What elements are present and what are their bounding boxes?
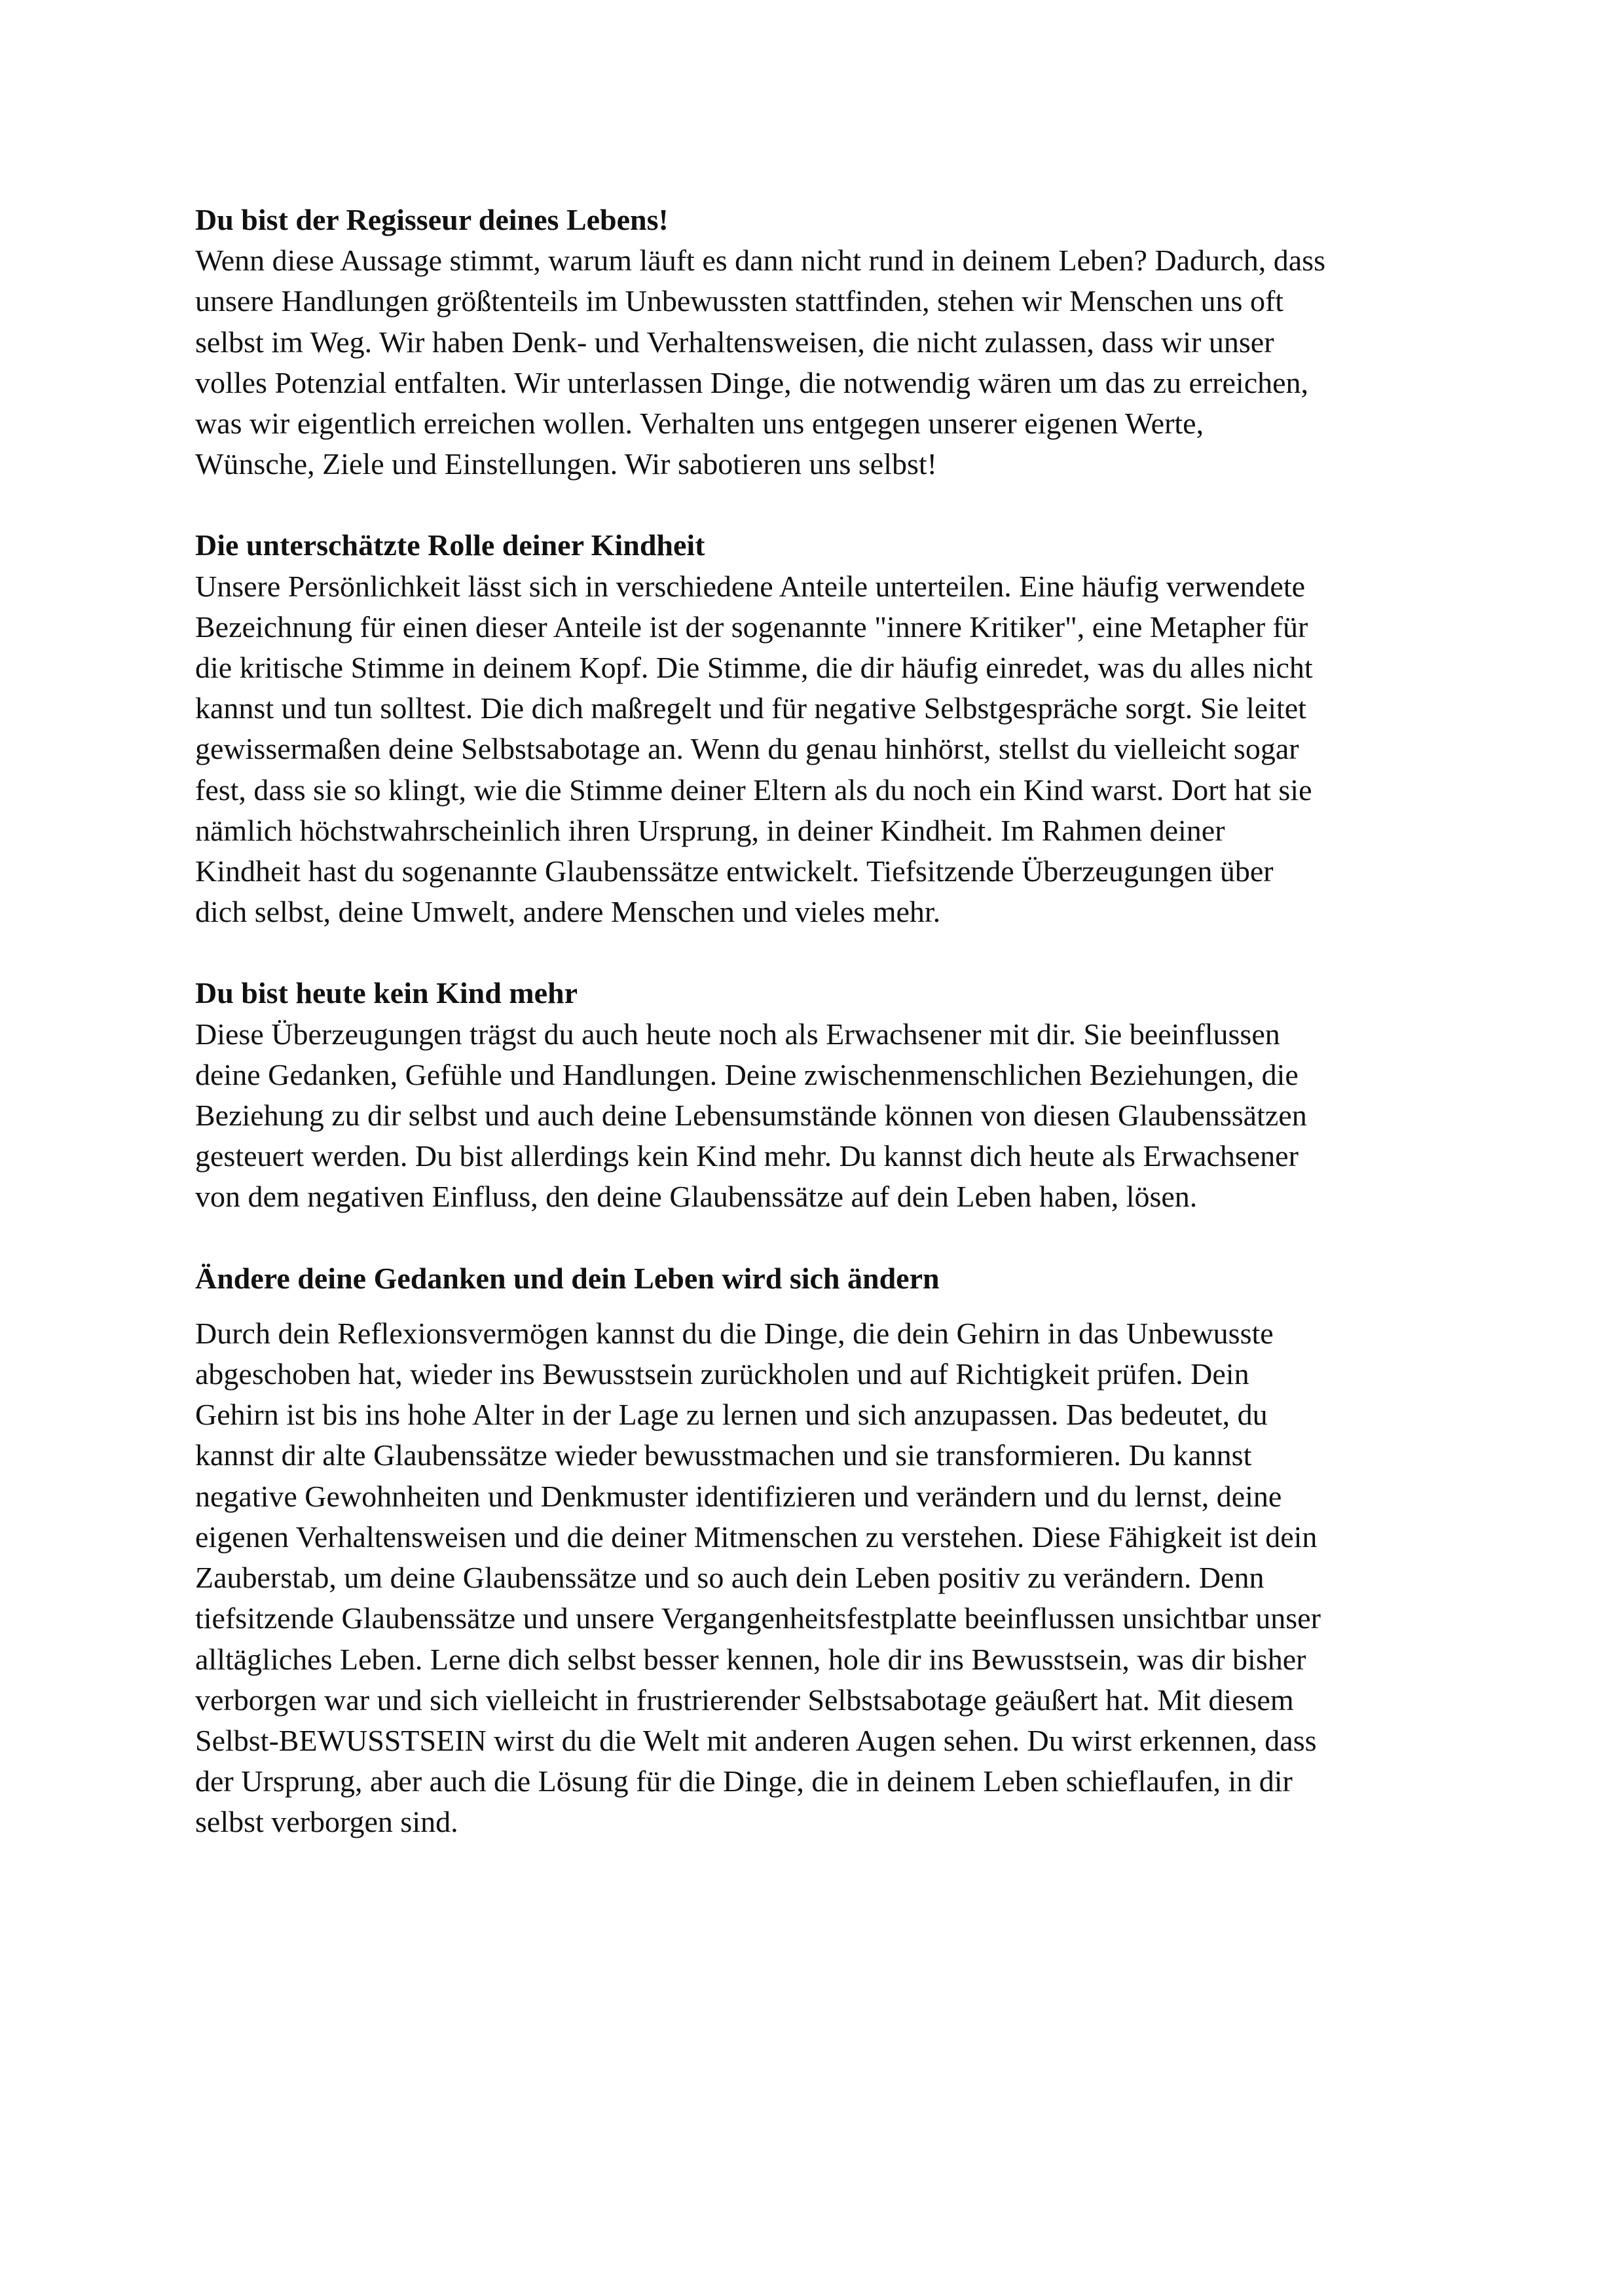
text-line: Diese Überzeugungen trägst du auch heute noch als Erwachsener mit dir. Sie beeinflussen (195, 1017, 1280, 1051)
text-line: unsere Handlungen größtenteils im Unbewussten stattfinden, stehen wir Menschen uns oft (195, 284, 1284, 318)
text-line: kannst und tun solltest. Die dich maßregelt und für negative Selbstgespräche sorgt. Sie leitet (195, 691, 1306, 725)
text-line: Wenn diese Aussage stimmt, warum läuft es dann nicht rund in deinem Leben? Dadurch, dass (195, 244, 1325, 278)
section-heading: Du bist der Regisseur deines Lebens! (195, 203, 669, 236)
text-line: verborgen war und sich vielleicht in frustrierender Selbstsabotage geäußert hat. Mit diesem (195, 1683, 1294, 1717)
text-line: von dem negativen Einfluss, den deine Glaubenssätze auf dein Leben haben, lösen. (195, 1180, 1198, 1214)
section-kindheit (195, 525, 1479, 932)
text-line: kannst dir alte Glaubenssätze wieder bewusstmachen und sie transformieren. Du kannst (195, 1438, 1252, 1472)
section-body (195, 1014, 1479, 1218)
text-line: die kritische Stimme in deinem Kopf. Die Stimme, die dir häufig einredet, was du alles nicht (195, 651, 1313, 685)
text-line: selbst im Weg. Wir haben Denk- und Verhaltensweisen, die nicht zulassen, dass wir unser (195, 325, 1274, 359)
section-heading: Die unterschätzte Rolle deiner Kindheit (195, 528, 705, 562)
text-line: tiefsitzende Glaubenssätze und unsere Vergangenheitsfestplatte beeinflussen unsichtbar unser (195, 1601, 1321, 1635)
text-line: gesteuert werden. Du bist allerdings kein Kind mehr. Du kannst dich heute als Erwachsener (195, 1139, 1299, 1173)
section-kein-kind (195, 973, 1479, 1217)
section-body (195, 240, 1479, 484)
text-line: was wir eigentlich erreichen wollen. Verhalten uns entgegen unserer eigenen Werte, (195, 407, 1204, 441)
text-line: deine Gedanken, Gefühle und Handlungen. Deine zwischenmenschlichen Beziehungen, die (195, 1057, 1299, 1091)
text-line: volles Potenzial entfalten. Wir unterlassen Dinge, die notwendig wären um das zu erreichen, (195, 365, 1309, 399)
text-line: gewissermaßen deine Selbstsabotage an. Wenn du genau hinhörst, stellst du vielleicht sogar (195, 732, 1299, 766)
section-regisseur (195, 200, 1479, 484)
text-line: Unsere Persönlichkeit lässt sich in verschiedene Anteile unterteilen. Eine häufig verwendete (195, 569, 1306, 603)
text-line: dich selbst, deine Umwelt, andere Menschen und vieles mehr. (195, 895, 941, 929)
text-line: abgeschoben hat, wieder ins Bewusstsein zurückholen und auf Richtigkeit prüfen. Dein (195, 1357, 1249, 1391)
section-heading: Du bist heute kein Kind mehr (195, 976, 578, 1010)
section-gedanken (195, 1258, 1479, 1843)
text-line: nämlich höchstwahrscheinlich ihren Ursprung, in deiner Kindheit. Im Rahmen deiner (195, 813, 1225, 847)
section-body (195, 1313, 1479, 1843)
text-line: alltägliches Leben. Lerne dich selbst besser kennen, hole dir ins Bewusstsein, was dir bisher (195, 1642, 1306, 1676)
section-body (195, 566, 1479, 933)
text-line: Kindheit hast du sogenannte Glaubenssätze entwickelt. Tiefsitzende Überzeugungen über (195, 854, 1274, 888)
text-line: Wünsche, Ziele und Einstellungen. Wir sabotieren uns selbst! (195, 447, 937, 481)
text-line: eigenen Verhaltensweisen und die deiner Mitmenschen zu verstehen. Diese Fähigkeit ist dein (195, 1520, 1318, 1554)
text-line: der Ursprung, aber auch die Lösung für die Dinge, die in deinem Leben schieflaufen, in dir (195, 1764, 1293, 1798)
text-line: Beziehung zu dir selbst und auch deine Lebensumstände können von diesen Glaubenssätzen (195, 1099, 1307, 1133)
section-heading: Ändere deine Gedanken und dein Leben wird sich ändern (195, 1261, 940, 1295)
text-line: Gehirn ist bis ins hohe Alter in der Lage zu lernen und sich anzupassen. Das bedeutet, du (195, 1398, 1268, 1432)
document-content (195, 200, 1479, 1884)
text-line: negative Gewohnheiten und Denkmuster identifizieren und verändern und du lernst, deine (195, 1479, 1282, 1513)
text-line: Zauberstab, um deine Glaubenssätze und so auch dein Leben positiv zu verändern. Denn (195, 1561, 1264, 1595)
text-line: Bezeichnung für einen dieser Anteile ist der sogenannte "innere Kritiker", eine Metapher für (195, 610, 1308, 644)
text-line: Durch dein Reflexionsvermögen kannst du die Dinge, die dein Gehirn in das Unbewusste (195, 1316, 1274, 1350)
text-line: Selbst-BEWUSSTSEIN wirst du die Welt mit anderen Augen sehen. Du wirst erkennen, dass (195, 1723, 1317, 1757)
text-line: fest, dass sie so klingt, wie die Stimme deiner Eltern als du noch ein Kind warst. Dort hat sie (195, 773, 1312, 807)
text-line: selbst verborgen sind. (195, 1805, 458, 1839)
